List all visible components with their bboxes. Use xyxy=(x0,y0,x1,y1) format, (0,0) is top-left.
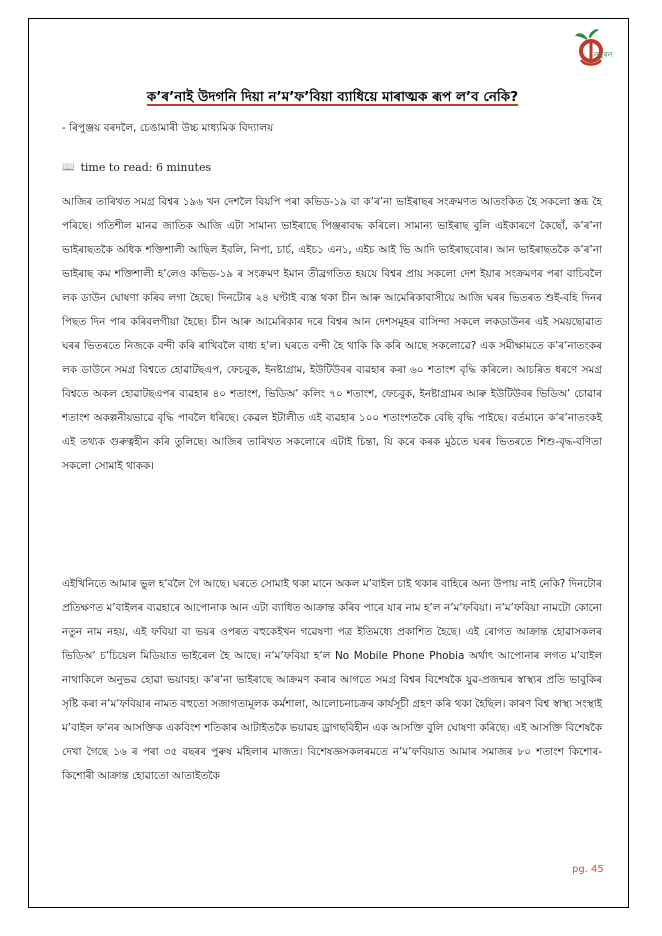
paragraph: আজিৰ তাৰিখত সমগ্ৰ বিশ্বৰ ১৯৬ খন দেশলৈ বিয়পি পৰা কভিড-১৯ বা ক’ৰ’না ভাইৰাছৰ সংক্ৰমণত আতংকিত হৈ সকলো স্তব্ধ হৈ পৰিছে। গতিশীল মানৱ জাতিক আজি এটা সামান্য ভাইৰাছে পিঞ্জৰাবদ্ধ কৰিলে। সামান্য ভাইৰাছ বুলি এইকাৰণে কৈছোঁ, ক’ৰ’না ভাইৰাছতকৈ অধিক শক্তিশালী আছিল ইবলি, নিপা, চাৰ্চ, এইচ১ এন১, এইচ আই ভি আদি ভাইৰাছবোৰ। আন ভাইৰাছতকৈ ক’ৰ’না ভাইৰাছ কম শক্তিশালী হ’লেও কভিড-১৯ ৰ সংক্ৰমণ ইমান তীব্ৰগতিত হয়যে বিশ্বৰ প্ৰায় সকলো দেশ ইয়াৰ সংক্ৰমণৰ পৰা বাচিবলৈ লক ডাউন ঘোষণা কৰিব লগা হৈছে। দিনটোৰ ২৪ ঘণ্টাই ব্যস্ত থকা চীন আৰু আমেৰিকাবাসীয়ে আজি ঘৰৰ ভিতৰত শুই-বহি দিনৰ পিছত দিন পাৰ কৰিবলগীয়া হৈছে। চীন আৰু আমেৰিকাৰ দৰে বিশ্বৰ আন দেশসমূহৰ বাসিন্দা সকলে লকডাউনৰ এই সময়ছোৱাত ঘৰৰ ভিতৰতে নিজকে বন্দী কৰি ৰাখিবলৈ বাধ্য হ’ল। ঘৰতে বন্দী হৈ থাকি কি কৰি আছে সকলোৱে? এক সমীক্ষামতে ক’ৰ’নাতংকৰ লক ডাউনে সমগ্ৰ বিশ্বতে হোৱাটছএপ, ফেচবুক, ইনষ্টাগ্ৰাম, ইউটিউবৰ ব্যৱহাৰ কৰা ৬০ শতাংশ বৃদ্ধি কৰিলে। আচৰিত ধৰণে সমগ্ৰ বিশ্বতে অকল হোৱাটছএপৰ ব্যৱহাৰ ৪০ শতাংশ, ভিডিঅ’ কলিং ৭০ শতাংশ, ফেচবুক, ইনষ্টাগ্ৰামৰ আৰু ইউটিউবৰ ভিডিঅ’ চোৱাৰ শতাংশ অকল্পনীয়ভাৱে বৃদ্ধি পাবলৈ ধৰিছে। কেৱল ইটালীত এই ব্যৱহাৰ ১০০ শতাংশতকৈ বেছি বৃদ্ধি পাইছে। বৰ্তমানে ক’ৰ’নাতংকই এই তথ্যক গুৰুত্বহীন কৰি তুলিছে। আজিৰ তাৰিখত সকলোৰে এটাই চিন্তা, যি কৰে কৰক মুঠতে ঘৰৰ ভিতৰতে শিশু-বৃদ্ধ-বণিতা সকলো সোমাই থাকক। xyxy=(62,196,602,472)
time-to-read xyxy=(62,161,211,174)
page-number: pg. 45 xyxy=(572,864,604,875)
logo-text: নুবুৰন xyxy=(594,50,613,59)
article-title: ক’ৰ’নাই উদগনি দিয়া ন’ম’ফ’বিয়া ব্যাধিয়ে মাৰাত্মক ৰূপ ল’ব নেকি? xyxy=(146,89,519,105)
book-icon: 📖 xyxy=(62,162,75,173)
time-to-read-text: time to read: 6 minutes xyxy=(80,161,212,174)
paragraph: এইখিনিতে আমাৰ ভুল হ’বলৈ গৈ আছে। ঘৰতে সোমাই থকা মানে অকল ম’বাইল চাই থকাৰ বাহিৰে অন্য উপায় নাই নেকি? দিনটোৰ প্ৰতিক্ষণত ম’বাইলৰ ব্যৱহাৰে আপোনাক আন এটা ব্যাধিত আক্ৰান্ত কৰিব পাৰে যাৰ নাম হ’ল ন’ম’ফবিয়া। ন’ম’ফবিয়া নামটো কোনো নতুন নাম নহয়, এই ফবিয়া বা ভয়ৰ ওপৰত বহুকেইখন গৱেষণা পত্ৰ ইতিমধ্যে প্ৰকাশিত হৈছে। এই ৰোগত আক্ৰান্ত হোৱাসকলৰ ভিডিঅ’ চ’চিয়েল মিডিয়াত ভাইৰেল হৈ আছে। ন’ম’ফবিয়া হ’ল No Mobile Phone Phobia অৰ্থাৎ আপোনাৰ লগত ম’বাইল নাথাকিলে অনুভৱ হোৱা ভয়াবহ। ক’ৰ’না ভাইৰাছে আক্ৰমণ কৰাৰ আগতে সমগ্ৰ বিশ্বৰ বিশেষকৈ যুৱ-প্ৰজন্মৰ স্বাস্থ্যৰ প্ৰতি ভাবুকিৰ সৃষ্টি কৰা ন’ম’ফবিয়াৰ নামত বহুতো সজাগতামূলক কৰ্মশালা, আলোচনাচক্ৰৰ কাৰ্যসূচী গ্ৰহণ কৰি থকা হৈছিল। কাৰণ বিশ্ব স্বাস্থ্য সংস্থাই ম’বাইল ফ’নৰ আসক্তিক একবিংশ শতিকাৰ আটাইতকৈ ভয়াৱহ ড্ৰাগছবিহীন এক আসক্তি বুলি ঘোষণা কৰিছে। এই আসক্তি বিশেষকৈ দেখা গৈছে ১৬ ৰ পৰা ৩৫ বছৰৰ পুৰুষ মহিলাৰ মাজত। বিশেষজ্ঞসকলৰমতে ন’ম’ফবিয়াত আমাৰ সমাজৰ ৮০ শতাংশ কিশোৰ-কিশোৰী আক্ৰান্ত হোৱাতো আতাইতকৈ xyxy=(62,578,602,782)
author-line: - ৰিপুঞ্জয় বৰদলৈ, চেঙামাৰী উচ্চ মাধ্যমিক বিদ্যালয় xyxy=(62,122,274,134)
